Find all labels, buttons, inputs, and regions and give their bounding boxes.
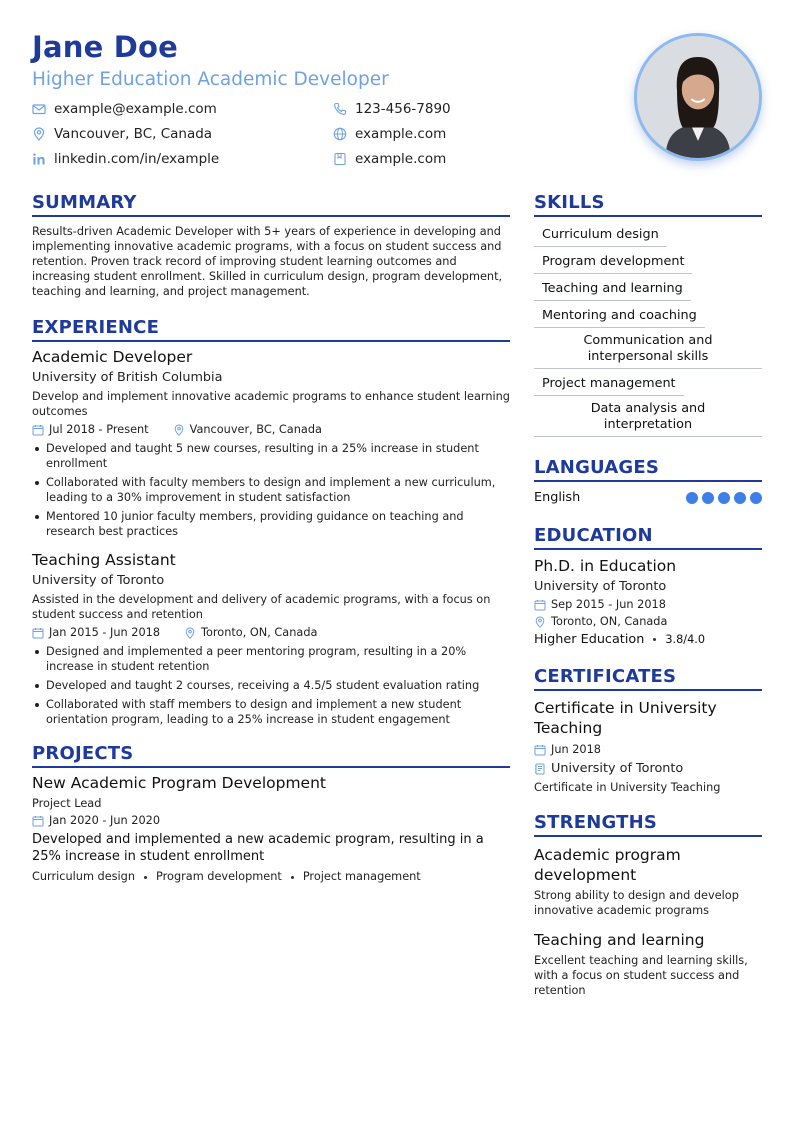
calendar-icon — [32, 815, 44, 827]
language-level-dots — [682, 492, 762, 504]
job-description: Assisted in the development and delivery of academic programs, with a focus on student success and retention — [32, 593, 491, 621]
project-tag: Program development — [156, 870, 282, 883]
calendar-icon — [534, 599, 546, 611]
education-location: Toronto, ON, Canada — [551, 615, 668, 628]
job-bullets — [32, 441, 510, 539]
certificate-entry — [534, 698, 762, 795]
certificate-issuer-row — [534, 761, 762, 776]
envelope-icon — [32, 102, 46, 116]
project-tag: Curriculum design — [32, 870, 136, 883]
contact-website-text: example.com — [355, 126, 447, 142]
language-level-dot — [686, 492, 698, 504]
strength-description: Strong ability to design and develop innovative academic programs — [534, 889, 739, 917]
education-location-row — [534, 615, 762, 628]
job-bullet: Developed and taught 2 courses, receiving a 4.5/5 student evaluation rating — [32, 678, 510, 693]
language-level-dot — [702, 492, 714, 504]
job-role: Teaching Assistant — [32, 551, 176, 569]
contact-email-text: example@example.com — [54, 101, 217, 117]
project-tags — [32, 869, 510, 884]
job-org: University of Toronto — [32, 573, 165, 588]
education-school: University of Toronto — [534, 579, 667, 594]
job-bullet: Collaborated with staff members to design and implement a new student orientation program, leading to a 25% increase in student engagement — [32, 697, 510, 727]
job-dates: Jan 2015 - Jun 2018 — [49, 626, 161, 639]
job-location: Vancouver, BC, Canada — [189, 423, 322, 436]
contact-linkedin[interactable] — [32, 151, 219, 167]
language-level-dot — [734, 492, 746, 504]
certificate-date: Jun 2018 — [551, 743, 601, 756]
contact-phone[interactable] — [333, 101, 451, 117]
candidate-title: Higher Education Academic Developer — [32, 69, 389, 90]
location-pin-icon — [32, 127, 46, 141]
project-description: Developed and implemented a new academic program, resulting in a 25% increase in student enrollment — [32, 832, 484, 864]
certificate-name: Certificate in University Teaching — [534, 699, 717, 737]
job-meta — [32, 423, 510, 436]
skill-item: Communication and interpersonal skills — [534, 331, 762, 369]
calendar-icon — [32, 424, 44, 436]
phone-icon — [333, 102, 347, 116]
contact-location-text: Vancouver, BC, Canada — [54, 126, 213, 142]
contact-location — [32, 126, 212, 142]
job-bullet: Mentored 10 junior faculty members, providing guidance on teaching and research best practices — [32, 509, 510, 539]
education-field-row — [534, 632, 762, 647]
language-row — [534, 490, 762, 505]
language-name: English — [534, 490, 581, 505]
experience-heading: EXPERIENCE — [32, 317, 510, 342]
education-entry — [534, 557, 762, 647]
location-pin-icon — [173, 424, 185, 436]
job-role: Academic Developer — [32, 348, 193, 366]
job-org: University of British Columbia — [32, 370, 223, 385]
job-dates: Jul 2018 - Present — [49, 423, 149, 436]
candidate-name: Jane Doe — [32, 30, 179, 64]
skill-item: Mentoring and coaching — [534, 306, 705, 328]
projects-heading: PROJECTS — [32, 743, 510, 768]
profile-photo — [634, 33, 762, 161]
contact-email[interactable] — [32, 101, 217, 117]
separator-dot — [291, 876, 294, 879]
job-meta — [32, 626, 510, 639]
skill-item: Project management — [534, 374, 684, 396]
project-dates: Jan 2020 - Jun 2020 — [49, 814, 161, 827]
bookmark-page-icon — [333, 152, 347, 166]
skill-item: Curriculum design — [534, 225, 667, 247]
experience-entry — [32, 348, 510, 539]
skill-item: Data analysis and interpretation — [534, 399, 762, 437]
right-column — [534, 192, 762, 998]
skill-item: Program development — [534, 252, 692, 274]
education-degree: Ph.D. in Education — [534, 557, 677, 575]
language-level-dot — [718, 492, 730, 504]
certificate-issuer: University of Toronto — [551, 761, 684, 776]
job-description: Develop and implement innovative academic programs to enhance student learning outcomes — [32, 390, 510, 418]
calendar-icon — [534, 744, 546, 756]
skill-item: Teaching and learning — [534, 279, 691, 301]
separator-dot — [144, 876, 147, 879]
project-meta — [32, 814, 510, 827]
strength-name: Teaching and learning — [534, 931, 705, 949]
globe-icon — [333, 127, 347, 141]
job-bullets — [32, 644, 510, 727]
strength-entry — [534, 845, 762, 918]
language-level-dot — [750, 492, 762, 504]
education-heading: EDUCATION — [534, 525, 762, 550]
contact-website[interactable] — [333, 126, 446, 142]
contact-phone-text: 123-456-7890 — [355, 101, 451, 117]
summary-text: Results-driven Academic Developer with 5+ years of experience in developing and implementing innovative academic programs, with a focus on student success and retention. Proven track record of improving student learning outcomes and increasing student enrollment. Skilled in curriculum design, program development, teaching and learning, and project management. — [32, 225, 503, 298]
certificate-date-row — [534, 743, 762, 756]
experience-entry — [32, 551, 510, 727]
strength-name: Academic program development — [534, 846, 681, 884]
project-entry — [32, 774, 510, 884]
contact-portfolio[interactable] — [333, 151, 446, 167]
certificate-description: Certificate in University Teaching — [534, 781, 721, 794]
strengths-heading: STRENGTHS — [534, 812, 762, 837]
left-column — [32, 192, 510, 884]
location-pin-icon — [534, 616, 546, 628]
location-pin-icon — [184, 627, 196, 639]
education-dates: Sep 2015 - Jun 2018 — [551, 598, 666, 611]
skills-heading: SKILLS — [534, 192, 762, 217]
strength-description: Excellent teaching and learning skills, with a focus on student success and retention — [534, 954, 748, 997]
project-role: Project Lead — [32, 797, 102, 810]
education-field: Higher Education — [534, 632, 645, 647]
summary-heading: SUMMARY — [32, 192, 510, 217]
project-tag: Project management — [302, 870, 421, 883]
education-gpa: 3.8/4.0 — [665, 633, 706, 646]
contact-portfolio-text: example.com — [355, 151, 447, 167]
certificates-heading: CERTIFICATES — [534, 666, 762, 691]
calendar-icon — [32, 627, 44, 639]
job-bullet: Designed and implemented a peer mentoring program, resulting in a 20% increase in student retention — [32, 644, 510, 674]
strength-entry — [534, 930, 762, 998]
languages-heading: LANGUAGES — [534, 457, 762, 482]
linkedin-icon — [32, 152, 46, 166]
job-location: Toronto, ON, Canada — [201, 626, 318, 639]
separator-dot — [653, 638, 656, 641]
contact-linkedin-text: linkedin.com/in/example — [54, 151, 220, 167]
project-name: New Academic Program Development — [32, 774, 326, 792]
job-bullet: Developed and taught 5 new courses, resulting in a 25% increase in student enrollment — [32, 441, 510, 471]
education-dates-row — [534, 598, 762, 611]
job-bullet: Collaborated with faculty members to design and implement a new curriculum, leading to a 30% improvement in student satisfaction — [32, 475, 510, 505]
skills-list — [534, 223, 762, 437]
certificate-icon — [534, 763, 546, 775]
